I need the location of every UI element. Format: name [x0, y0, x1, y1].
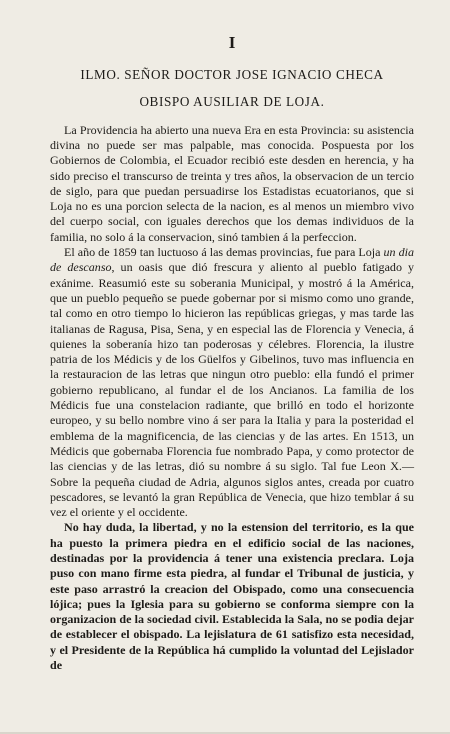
heading-dedication-name: ILMO. SEÑOR DOCTOR JOSE IGNACIO CHECA [80, 67, 384, 82]
paragraph-2 [50, 245, 414, 520]
paragraph-2-italic-phrase: un dia de descanso [50, 245, 414, 275]
paragraph-1: La Providencia ha abierto una nueva Era en esta Provincia: su asistencia divina no puede ser mas palpable, mas conocida. Pospuesta por los Gobiernos de Colombia, el Ecuador recibió este desden en herencia, y ha sido preciso el transcurso de treinta y tres años, la observacion de un tercio de siglo, para que puedan persuadirse los Estadistas ecuatorianos, que si Loja no es una porcion selecta de la nacion, es al menos un miembro vivo del cuerpo social, con iguales derechos que los demas individuos de la familia, no solo á la conservacion, sinó tambien á la perfeccion. [50, 122, 414, 244]
heading-dedication-title: OBISPO AUSILIAR DE LOJA. [139, 93, 325, 109]
page-number: I [228, 33, 236, 52]
paragraph-3: No hay duda, la libertad, y no la estension del territorio, es la que ha puesto la primera piedra en el edificio social de las naciones, destinadas por la providencia á tener una existencia preclara. Loja puso con mano firme esta piedra, al fundar el Tribunal de justicia, y este paso arrastró la creacion del Obispado, como una consecuencia lójica; pues la Iglesia para su gobierno se conforma siempre con la organizacion de la sociedad civil. Establecida la Sala, no se podia dejar de establecer el obispado. La lejislatura de 61 satisfizo esta necesidad, y el Presidente de la República há cumplido la voluntad del Lejislador de [50, 520, 414, 673]
paragraph-2-text-before: El año de 1859 tan luctuoso á las demas provincias, fue para Loja [64, 245, 384, 260]
paragraph-2-text-after: , un oasis que dió frescura y aliento al pueblo fatigado y exánime. Reasumió este su soberania Municipal, y mostró á la América, que un pueblo pequeño se puede gobernar por si mismo como uno grande, tal como en otro tiempo lo hicieron las repúblicas griegas, y mas tarde las italianas de Ragusa, Pisa, Sena, y en especial las de Florencia y Venecia, á quienes la soberanía hizo tan poderosas y célebres. Florencia, la ilustre patria de los Médicis y de los Güelfos y Gibelinos, tuvo mas influencia en la restauracion de las letras que ningun otro pueblo: ella fundó el primer gobierno republicano, al fundar el de los Ancianos. La familia de los Médicis fue una constelacion radiante, que brilló en todo el horizonte europeo, y su bello nombre vino á ser para la Italia y para la posteridad el emblema de la magnificencia, de las ciencias y de las artes. En 1513, un Médicis que gobernaba Florencia fue nombrado Papa, y como protector de las ciencias y de las letras, dió su nombre á su siglo. Tal fue Leon X.— Sobre la pequeña ciudad de Adria, algunos siglos antes, creada por cuatro pescadores, se levantó la gran República de Venecia, que hizo temblar á su vez el oriente y el occidente. [50, 260, 414, 520]
